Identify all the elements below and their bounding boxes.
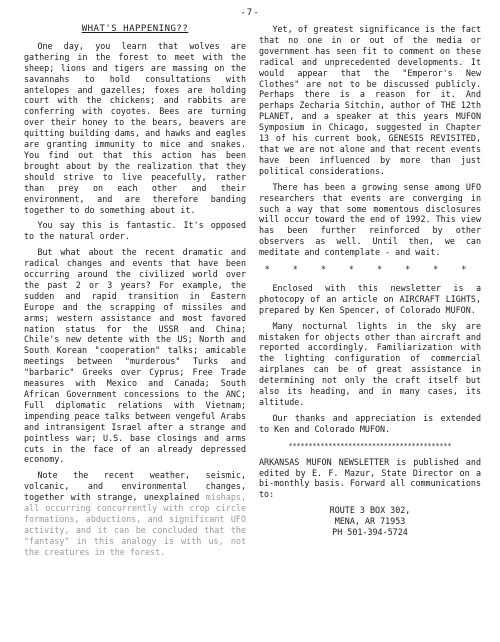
left-column [24,24,246,563]
address-line: ROUTE 3 BOX 302, [329,505,411,516]
faded-paragraph-text: mishaps, all occurring concurrently with crop circle formations, abductions, and significant UFO activity, and it can be concluded that the "fantasy" in this analogy is with us, not the creatures in the forest. [24,492,247,557]
paragraph: Enclosed with this newsletter is a photocopy of an article on AIRCRAFT LIGHTS, prepared by Ken Spencer, of Colorado MUFON. [259,282,481,315]
article-heading: WHAT'S HAPPENING?? [81,24,189,34]
notice-text: ARKANSAS MUFON NEWSLETTER is published and edited by E. F. Mazur, State Director on a bi-monthly basis. Forward all communications to: [259,456,481,500]
paragraph: One day, you learn that wolves are gathering in the forest to meet with the sheep; lions and tigers are massing on the savannahs to hold consultations with antelopes and gazelles; foxes are holding court with the chickens; and rabbits are conferring with coyotes. Bees are turning over their honey to the bears, beavers are quitting building dams, and hawks and eagles are granting immunity to mice and snakes. You find out that this action has been brought about by the realization that they should strive to live peacefully, rather than prey on each other and their environment, and are therefore banding together to do something about it. [24,40,246,215]
star-divider-line: ***************************************** [288,441,452,450]
paragraph: There has been a growing sense among UFO researchers that events are converging in such a way that some momentous disclosures will occur toward the end of 1992. This view has been further reinforced by other observers as well. Until then, we can meditate and contemplate - and wait. [259,181,481,258]
paragraph: Our thanks and appreciation is extended to Ken and Colorado MUFON. [259,412,481,434]
paragraph-text: Note the recent weather, seismic, volcanic, and environmental changes, together with strange, unexplained [24,470,246,503]
page-number: -7- [240,8,260,18]
phone-line: PH 501-394-5724 [332,527,408,538]
star-separator: * * * * * * * * [264,264,476,275]
paragraph: Yet, of greatest significance is the fact that no one in or out of the media or government has seen fit to comment on these radical and unprecedented developments. It would appear that the "Emperor's New Clothes" are not to be discussed publicly. Perhaps there is a reason for it. And perhaps Zecharia Sitchin, author of THE 12th PLANET, and a speaker at this years MUFON Symposium in Chicago, suggested in Chapter 13 of his current book, GENESIS REVISITED, that we are not alone and that recent events have been influenced by more than just political considerations. [259,24,481,176]
publication-notice [259,457,481,538]
address-line: MENA, AR 71953 [334,516,406,527]
paragraph: Many nocturnal lights in the sky are mistaken for objects other than aircraft and reported accordingly. Familiarization with the lighting configuration of commercial airplanes can be of great assistance in determining not only the craft itself but also its heading, and in many cases, its altitude. [259,320,481,407]
paragraph: You say this is fantastic. It's opposed to the natural order. [24,220,246,242]
right-column [259,24,481,538]
paragraph [24,470,246,557]
paragraph: But what about the recent dramatic and radical changes and events that have been occurring around the civilized world over the past 2 or 3 years? For example, the sudden and rapid transition in Eastern Europe and the scrapping of missiles and arms; western assistance and most favored nation status for the USSR and China; Chile's new detente with the US; North and South Korean "cooperation" talks; amicable meetings between "murderous" Turks and "barbaric" Greeks over Cyprus; Free Trade measures with Mexico and Canada; South African Government concessions to the ANC; Full diplomatic relations with Vietnam; impending peace talks between vengeful Arabs and intransigent Israel after a strange and pointless war; U.S. base closings and arms cuts in the face of an already depressed economy. [24,247,246,465]
